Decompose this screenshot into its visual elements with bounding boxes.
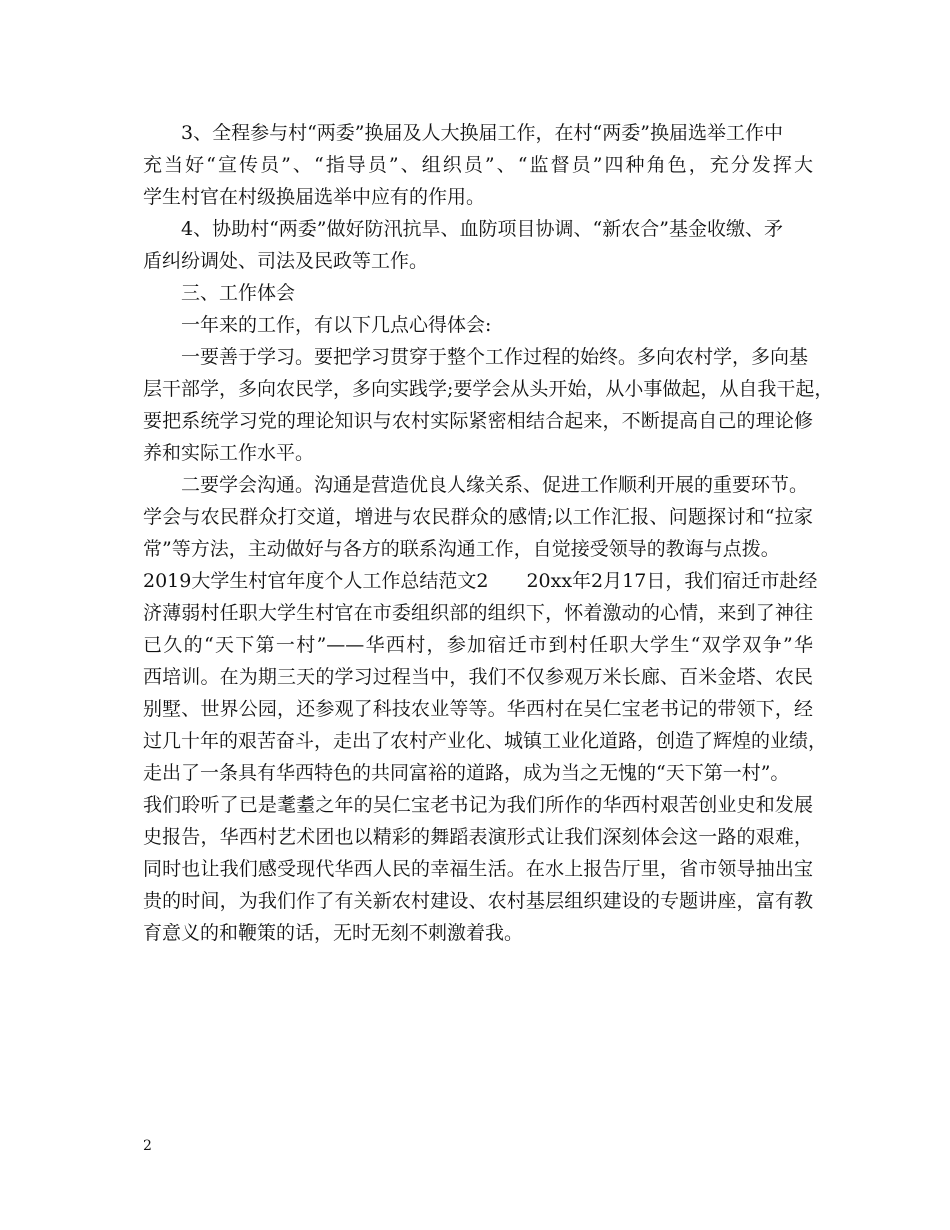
paragraph-line: 育意义的和鞭策的话，无时无刻不刺激着我。 — [143, 922, 524, 944]
document-body — [143, 117, 834, 949]
paragraph-line: 4、协助村“两委”做好防汛抗旱、血防项目协调、“新农合”基金收缴、矛 — [181, 218, 783, 240]
section-heading: 三、工作体会 — [181, 282, 296, 304]
paragraph-line: 济薄弱村任职大学生村官在市委组织部的组织下，怀着激动的心情，来到了神往 — [143, 602, 813, 624]
paragraph-line: 要把系统学习党的理论知识与农村实际紧密相结合起来，不断提高自己的理论修 — [143, 410, 813, 432]
paragraph-line: 走出了一条具有华西特色的共同富裕的道路，成为当之无愧的“天下第一村”。 — [143, 762, 790, 784]
paragraph-line: 层干部学，多向农民学，多向实践学;要学会从头开始，从小事做起，从自我干起， — [143, 378, 834, 400]
paragraph-line: 养和实际工作水平。 — [143, 442, 315, 464]
paragraph-line: 西培训。在为期三天的学习过程当中，我们不仅参观万米长廊、百米金塔、农民 — [143, 666, 813, 688]
paragraph-line: 二要学会沟通。沟通是营造优良人缘关系、促进工作顺利开展的重要环节。 — [181, 474, 809, 496]
paragraph-line: 盾纠纷调处、司法及民政等工作。 — [143, 250, 429, 272]
paragraph-line: 2019大学生村官年度个人工作总结范文2 20xx年2月17日，我们宿迁市赴经 — [143, 570, 818, 592]
page-number: 2 — [143, 1138, 152, 1154]
paragraph-line: 贵的时间，为我们作了有关新农村建设、农村基层组织建设的专题讲座，富有教 — [143, 890, 813, 912]
paragraph-line: 已久的“天下第一村”——华西村，参加宿迁市到村任职大学生“双学双争”华 — [143, 634, 813, 656]
paragraph-line: 别墅、世界公园，还参观了科技农业等等。华西村在吴仁宝老书记的带领下，经 — [143, 698, 813, 720]
paragraph-line: 一要善于学习。要把学习贯穿于整个工作过程的始终。多向农村学，多向基 — [181, 346, 809, 368]
paragraph-line: 学生村官在村级换届选举中应有的作用。 — [143, 186, 486, 208]
paragraph-line: 3、全程参与村“两委”换届及人大换届工作，在村“两委”换届选举工作中 — [181, 122, 783, 144]
paragraph-line: 史报告，华西村艺术团也以精彩的舞蹈表演形式让我们深刻体会这一路的艰难， — [143, 826, 813, 848]
paragraph-line: 常”等方法，主动做好与各方的联系沟通工作，自觉接受领导的教诲与点拨。 — [143, 538, 780, 560]
paragraph-line: 同时也让我们感受现代华西人民的幸福生活。在水上报告厅里，省市领导抽出宝 — [143, 858, 813, 880]
paragraph-line: 我们聆听了已是耄耋之年的吴仁宝老书记为我们所作的华西村艰苦创业史和发展 — [143, 794, 813, 816]
paragraph-line: 充当好“宣传员”、“指导员”、组织员”、“监督员”四种角色，充分发挥大 — [143, 154, 813, 176]
paragraph-line: 一年来的工作，有以下几点心得体会: — [181, 314, 492, 336]
paragraph-line: 学会与农民群众打交道，增进与农民群众的感情;以工作汇报、问题探讨和“拉家 — [143, 506, 813, 528]
paragraph-line: 过几十年的艰苦奋斗，走出了农村产业化、城镇工业化道路，创造了辉煌的业绩， — [143, 730, 828, 752]
